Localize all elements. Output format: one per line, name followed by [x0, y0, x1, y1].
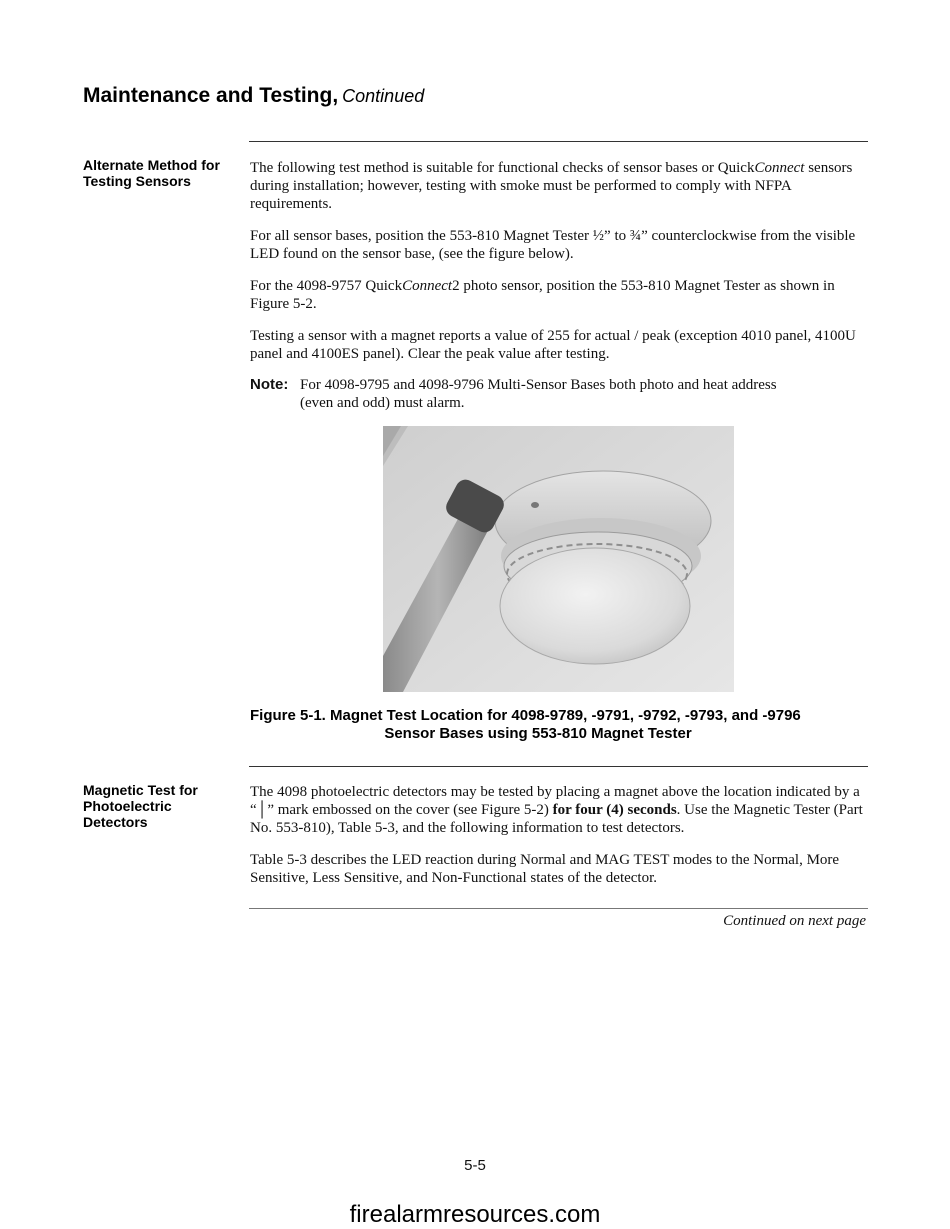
figure-photo [383, 426, 734, 692]
page-title [83, 84, 424, 108]
figure-caption-line2: Sensor Bases using 553-810 Magnet Tester [384, 725, 692, 742]
note-block [250, 376, 850, 412]
page-title-continued: Continued [342, 86, 425, 106]
paragraph: Table 5-3 describes the LED reaction during Normal and MAG TEST modes to the Normal, More Sensitive, Less Sensitive, and Non-Functional states of the detector. [250, 852, 840, 886]
paragraph: For the 4098-9757 QuickConnect2 photo sensor, position the 553-810 Magnet Tester as shown in Figure 5-2. [250, 278, 835, 312]
section-divider-top [249, 141, 868, 142]
page-title-main: Maintenance and Testing, [83, 84, 339, 107]
section-body-magnetic-test [250, 783, 870, 901]
section-divider-middle [249, 766, 868, 767]
paragraph: The 4098 photoelectric detectors may be tested by placing a magnet above the location indicated by a “│” mark embossed on the cover (see Figure 5-2) for four (4) seconds. Use the Magnetic Tester (Part No. 553-810), Table 5-3, and the following information to test detectors. [250, 784, 863, 836]
section-heading-alternate-method: Alternate Method for Testing Sensors [83, 157, 220, 189]
paragraph: For all sensor bases, position the 553-810 Magnet Tester ½” to ¾” counterclockwise from the visible LED found on the sensor base, (see the figure below). [250, 228, 856, 262]
watermark: firealarmresources.com [349, 1201, 601, 1228]
section-heading-magnetic-test: Magnetic Test for Photoelectric Detectors [83, 782, 198, 830]
section-body-alternate-method [250, 159, 870, 377]
page-number: 5-5 [464, 1157, 486, 1174]
figure-caption-line1: Figure 5-1. Magnet Test Location for 4098-9789, -9791, -9792, -9793, and -9796 [250, 707, 801, 724]
note-label: Note: [250, 376, 289, 393]
paragraph: The following test method is suitable for functional checks of sensor bases or QuickConnect sensors during installation; however, testing with smoke must be performed to comply with NFPA requirements. [250, 160, 853, 212]
paragraph: Testing a sensor with a magnet reports a value of 255 for actual / peak (exception 4010 panel, 4100U panel and 4100ES panel). Clear the peak value after testing. [250, 328, 856, 362]
note-text: For 4098-9795 and 4098-9796 Multi-Sensor Bases both photo and heat address (even and odd) must alarm. [300, 377, 777, 411]
section-divider-bottom [249, 908, 868, 909]
figure-caption [250, 707, 870, 743]
continued-on-next-page: Continued on next page [723, 913, 866, 929]
